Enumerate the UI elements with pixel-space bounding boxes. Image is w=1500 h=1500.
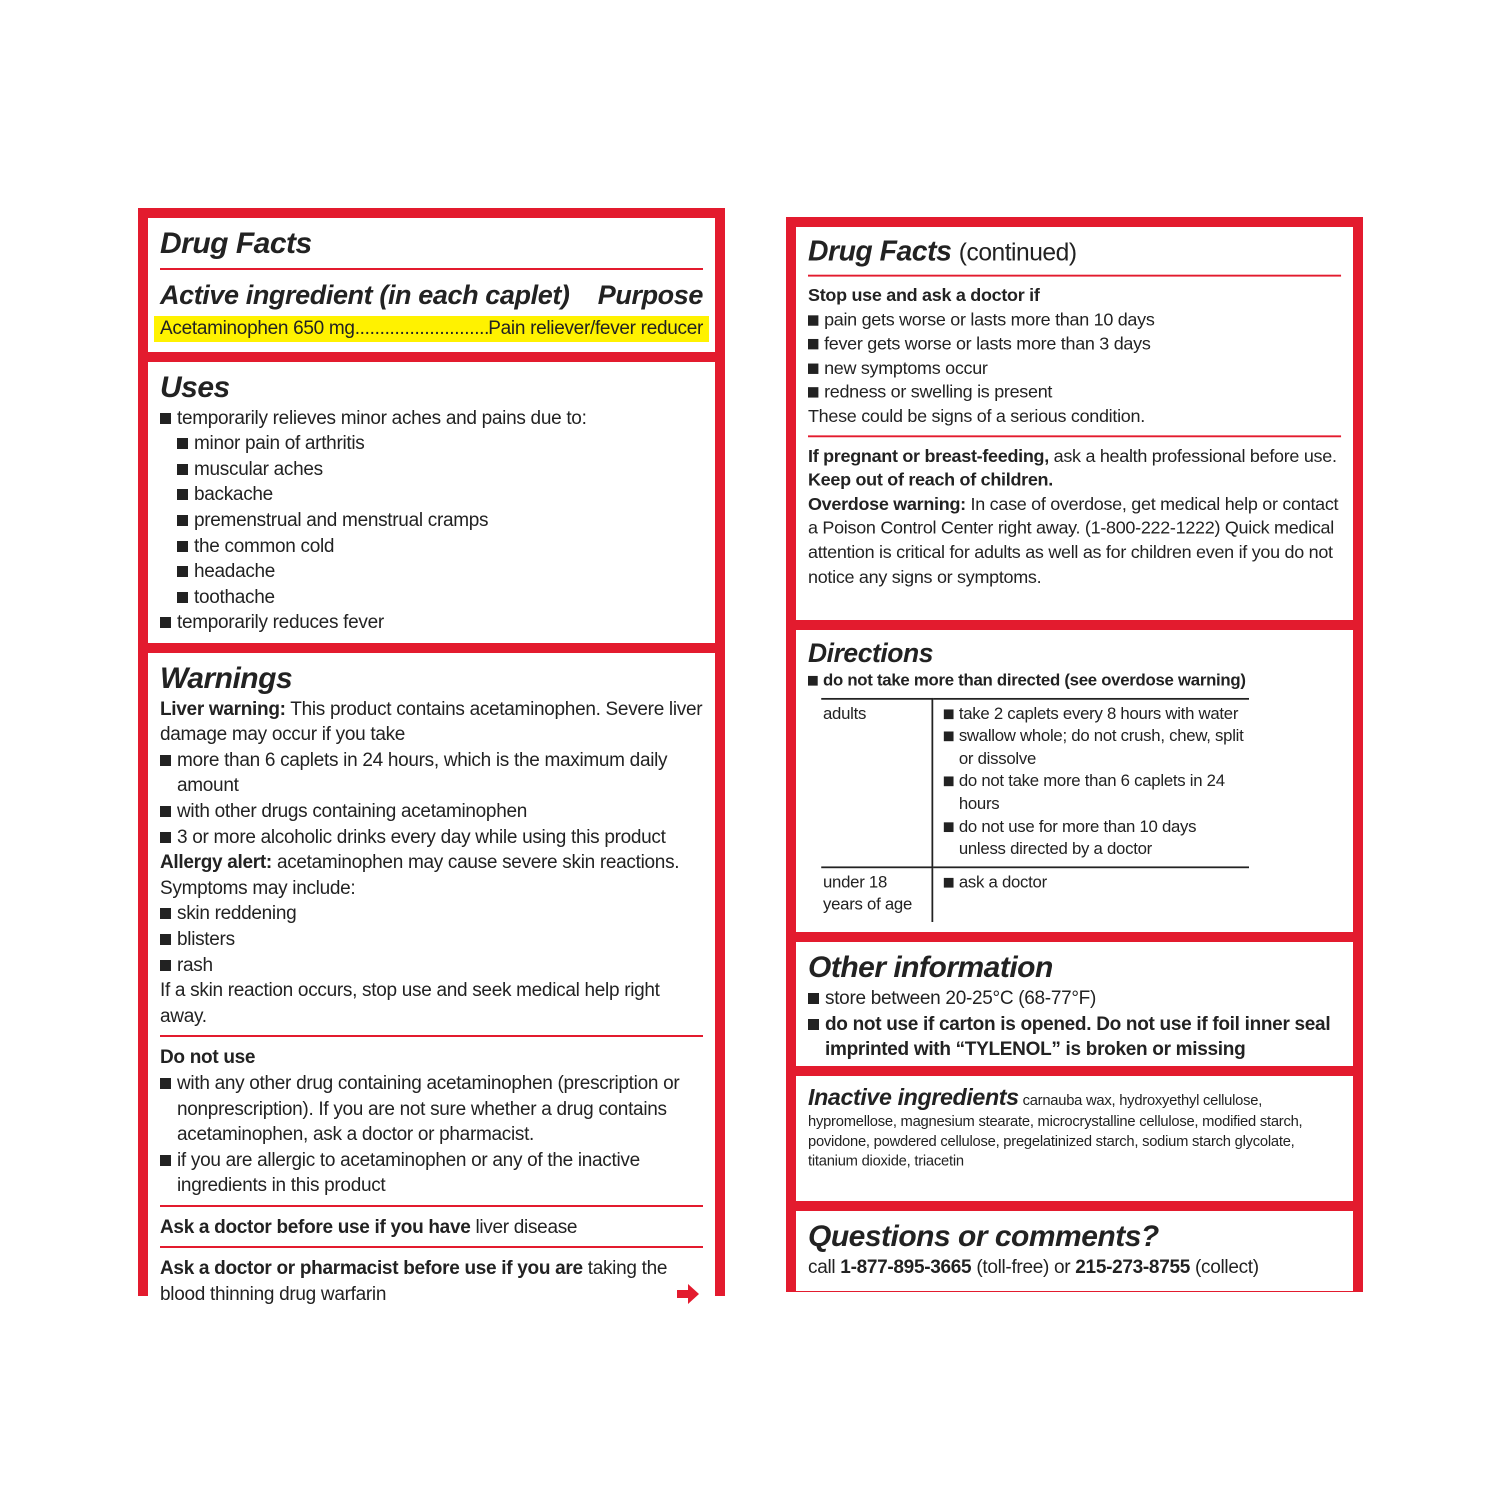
stop-use-item: redness or swelling is present [808,381,1341,405]
adults-item: swallow whole; do not crush, chew, split or dissolve [944,726,1247,771]
adults-instructions [932,699,1249,868]
do-not-use-heading: Do not use [160,1047,256,1069]
directions-box [796,630,1353,932]
allergy-item: blisters [160,927,703,953]
questions-box [796,1211,1353,1291]
directions-table [821,698,1249,922]
under-18-label: under 18 years of age [821,867,932,922]
liver-item: more than 6 caplets in 24 hours, which is the maximum daily amount [160,748,703,799]
adults-label: adults [821,699,932,868]
uses-last-item: temporarily reduces fever [160,610,703,636]
stop-use-item: pain gets worse or lasts more than 10 days [808,308,1341,332]
liver-warning-label: Liver warning: [160,698,286,720]
inactive-ingredients [808,1084,1341,1171]
allergy-alert-text: acetaminophen may cause severe skin reactions. Symptoms may include: [160,852,680,899]
ask-doctor-text: liver disease [475,1216,578,1238]
adults-item: do not take more than 6 caplets in 24 hours [944,771,1247,816]
drug-facts-title: Drug Facts [808,235,952,268]
ingredient-highlight-row [154,316,709,342]
pregnant-label: If pregnant or breast-feeding, [808,446,1049,467]
warnings-title: Warnings [160,661,293,695]
other-information-title: Other information [808,951,1053,985]
uses-item: minor pain of arthritis [177,431,703,457]
under-18-instructions [932,867,1249,922]
overdose-text: In case of overdose, get medical help or contact a Poison Control Center right away. (1-800-222-1222) Quick medical attention is critical for adults as well as for children even if you do not notice any signs or symptoms. [808,494,1339,588]
under-18-item: ask a doctor [944,872,1247,895]
pregnant-text: ask a health professional before use. [1053,446,1337,467]
leader-dots [355,316,489,342]
inactive-ingredients-box [796,1076,1353,1201]
ask-pharmacist-text: taking the blood thinning drug warfarin [160,1258,668,1306]
drug-facts-panel-right [786,217,1363,1292]
uses-box [148,362,715,643]
drug-facts-title: Drug Facts [160,227,312,260]
ask-pharmacist [160,1256,703,1307]
inactive-ingredients-title: Inactive ingredients [808,1084,1019,1111]
liver-item: 3 or more alcoholic drinks every day while using this product [160,825,703,851]
allergy-alert [160,850,703,901]
stop-use-end: These could be signs of a serious condition. [808,406,1145,427]
collect-label: (collect) [1195,1257,1259,1279]
divider [808,275,1341,277]
ask-doctor-label: Ask a doctor before use if you have [160,1216,471,1238]
divider [160,1205,703,1207]
liver-item: with other drugs containing acetaminophen [160,799,703,825]
carton-item: do not use if carton is opened. Do not use if foil inner seal imprinted with “TYLENOL” is broken or missing [808,1012,1341,1063]
adults-item: do not use for more than 10 days unless directed by a doctor [944,816,1247,861]
divider [160,1246,703,1248]
adults-item: take 2 caplets every 8 hours with water [944,703,1247,726]
uses-item: backache [177,482,703,508]
directions-main: do not take more than directed (see overdose warning) [808,670,1341,693]
collect-number: 215-273-8755 [1075,1257,1191,1279]
call-label: call [808,1257,836,1279]
pregnant-warning [808,444,1341,468]
overdose-warning [808,493,1341,590]
storage-item: store between 20-25°C (68-77°F) [808,986,1341,1012]
ask-doctor [160,1215,703,1241]
continued-label: (continued) [958,237,1077,267]
stop-use-item: new symptoms occur [808,357,1341,381]
liver-warning-text: This product contains acetaminophen. Severe liver damage may occur if you take [160,698,703,746]
active-ingredient-box [148,218,715,352]
tollfree-number: 1-877-895-3665 [840,1257,972,1279]
overdose-label: Overdose warning: [808,494,966,515]
divider [160,1035,703,1037]
liver-warning [160,697,703,748]
uses-title: Uses [160,370,230,404]
stop-use-item: fever gets worse or lasts more than 3 days [808,333,1341,357]
uses-item: toothache [177,585,703,611]
purpose-heading: Purpose [597,280,703,310]
stop-use-heading: Stop use and ask a doctor if [808,286,1040,306]
do-not-use-item: if you are allergic to acetaminophen or any of the inactive ingredients in this product [160,1148,703,1199]
warnings-box [148,653,715,1318]
allergy-item: skin reddening [160,901,703,927]
keep-out-warning: Keep out of reach of children. [808,470,1053,491]
drug-facts-panel-left [138,208,725,1306]
continued-warnings-box [796,227,1353,620]
active-ingredient-header [160,278,703,312]
tollfree-label: (toll-free) or [976,1257,1071,1279]
uses-item: premenstrual and menstrual cramps [177,508,703,534]
allergy-item: rash [160,953,703,979]
other-information-box [796,942,1353,1066]
do-not-use-item: with any other drug containing acetaminophen (prescription or nonprescription). If you are not sure whether a drug contains acetaminophen, ask a doctor or pharmacist. [160,1071,703,1148]
directions-title: Directions [808,639,933,669]
contact-line [808,1255,1341,1281]
table-row [821,867,1249,922]
divider [160,268,703,270]
divider [808,435,1341,437]
ingredient-name: Acetaminophen 650 mg [160,318,355,339]
questions-title: Questions or comments? [808,1220,1159,1254]
uses-main-item: temporarily relieves minor aches and pains due to: [160,406,703,432]
ask-pharmacist-label: Ask a doctor or pharmacist before use if you are [160,1258,583,1280]
ingredient-purpose: Pain reliever/fever reducer [488,318,703,339]
active-ingredient-heading: Active ingredient (in each caplet) [160,280,570,310]
allergy-end: If a skin reaction occurs, stop use and seek medical help right away. [160,980,660,1027]
allergy-alert-label: Allergy alert: [160,852,272,874]
drug-facts-continued-title [808,235,1341,269]
uses-item: headache [177,559,703,585]
continue-arrow-icon [677,1284,699,1304]
inactive-ingredients-text: carnauba wax, hydroxyethyl cellulose, hypromellose, magnesium stearate, microcrystalline cellulose, modified starch, povidone, powdered cellulose, pregelatinized starch, sodium starch glycolate, titanium dioxide, triacetin [808,1092,1303,1170]
table-row [821,699,1249,868]
uses-item: muscular aches [177,457,703,483]
uses-item: the common cold [177,534,703,560]
